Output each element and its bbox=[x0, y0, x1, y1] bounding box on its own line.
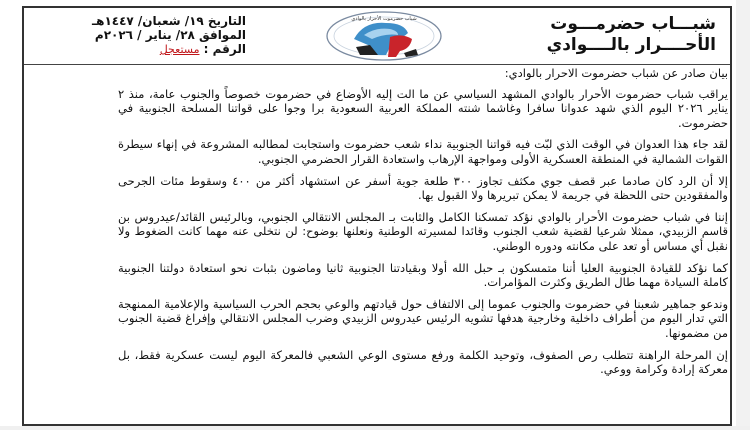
statement-intro: بيان صادر عن شباب حضرموت الاحرار بالوادي: bbox=[504, 66, 728, 80]
statement-paragraph: يراقب شباب حضرموت الأحرار بالوادي المشهد السياسي عن ما الت إليه الأوضاع في حضرموت خصوصاً والجنوب عامة، منذ ٢ يناير ٢٠٢٦ اليوم الذي شهد عدوانا سافرا وغاشما شنته المملكة العربية السعودية برا وجوا على قواتنا المسلحة الجنوبية في حضرموت. bbox=[118, 86, 728, 130]
organization-name-line2: الأحــــرار بالــــوادي bbox=[546, 35, 716, 55]
date-hijri: التاريخ ١٩/ شعبان/ ١٤٤٧هـ bbox=[92, 14, 246, 28]
reference-row bbox=[66, 42, 246, 57]
statement-body bbox=[118, 66, 728, 384]
organization-logo bbox=[324, 9, 444, 63]
reference-label: الرقم : bbox=[203, 42, 246, 56]
document-meta bbox=[66, 14, 246, 57]
organization-name bbox=[547, 14, 716, 56]
page-edge bbox=[736, 0, 750, 430]
logo-caption: شباب حضرموت الأحرار بالوادي bbox=[351, 16, 417, 22]
letterhead-header bbox=[24, 8, 730, 65]
statement-paragraph: وندعو جماهير شعبنا في حضرموت والجنوب عموما إلى الالتفاف حول قيادتهم والوعي بحجم الحرب السياسية والإعلامية الممنهجة التي تدار اليوم من أطراف داخلية وخارجية هدفها تشويه الرئيس عيدروس الزبيدي وضرب المجلس الانتقالي وإفراغ قضية الجنوب من مضمونها. bbox=[118, 296, 728, 340]
urgency-stamp: مستعجل bbox=[159, 43, 200, 56]
statement-paragraph: إن المرحلة الراهنة تتطلب رص الصفوف، وتوحيد الكلمة ورفع مستوى الوعي الشعبي فالمعركة اليوم ليست عسكرية فقط، بل معركة إرادة وكرامة ووعي. bbox=[118, 347, 728, 377]
date-gregorian: الموافق ٢٨/ يناير / ٢٠٢٦م bbox=[94, 28, 246, 42]
page-edge bbox=[0, 426, 750, 430]
statement-paragraph: إلا أن الرد كان صادما عبر قصف جوي مكثف تجاوز ٣٠٠ طلعة جوية أسفر عن استشهاد أكثر من ٤٠٠ وسقوط مئات الجرحى والمفقودين حتى اللحظة في جريمة لا يمكن تبريرها ولا القبول بها. bbox=[118, 173, 728, 203]
statement-paragraph: إننا في شباب حضرموت الأحرار بالوادي نؤكد تمسكنا الكامل والثابت بـ المجلس الانتقالي الجنوبي، وبالرئيس القائد/عيدروس بن قاسم الزبيدي، ممثلا شرعيا لقضية شعب الجنوب وقائدا لمسيرته الوطنية ونعلنها بوضوح: لن نتخلى عنه مهما كانت الضغوط ولا نقبل أي مساس أو تعد على مكانته ودوره الوطني. bbox=[118, 209, 728, 253]
statement-paragraph: كما نؤكد للقيادة الجنوبية العليا أننا متمسكون بـ حبل الله أولا وبقيادتنا الجنوبية ثانيا وماضون بثبات نحو استعادة دولتنا الجنوبية كاملة السيادة مهما طال الطريق وكثرت المؤامرات. bbox=[118, 260, 728, 290]
statement-paragraph: لقد جاء هذا العدوان في الوقت الذي لبّت فيه قواتنا الجنوبية نداء شعب حضرموت واستجابت لمطالبه المشروعة في إنهاء سيطرة القوات الشمالية في المنطقة العسكرية الأولى ومواجهة الإرهاب واستعادة القرار الحضرمي الجنوبي. bbox=[118, 137, 728, 166]
organization-name-line1: شبـــاب حضرمـــوت bbox=[550, 14, 716, 34]
